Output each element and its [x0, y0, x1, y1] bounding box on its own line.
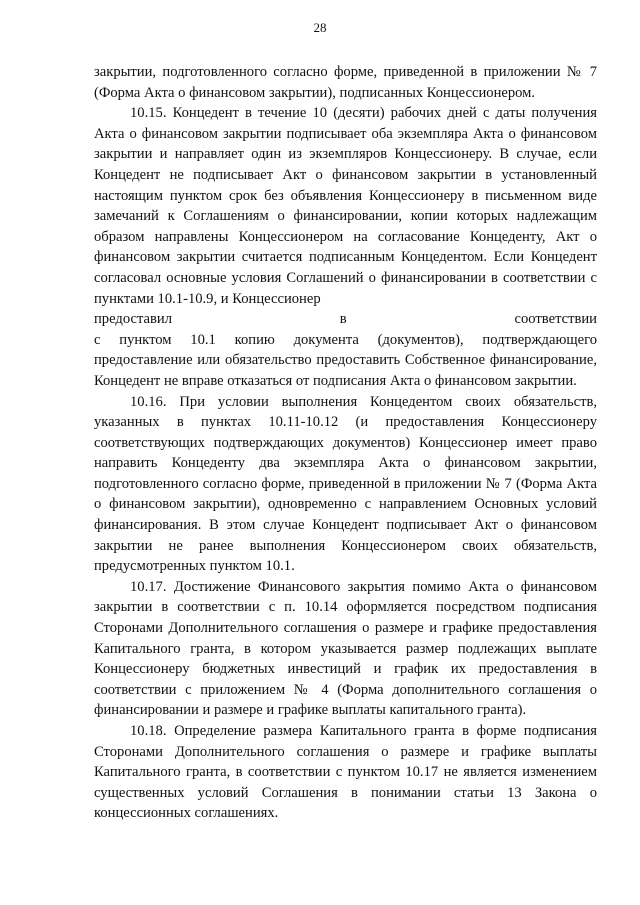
page-number: 28 — [313, 20, 327, 35]
paragraph-10-15: 10.15. Концедент в течение 10 (десяти) рабочих дней с даты получения Акта о финансовом закрытии подписывает оба экземпляра Акта о финансовом закрытии и направляет один из экземпляров Концессионеру. В случае, если Концедент не подписывает Акт о финансовом закрытии в установленный настоящим пунктом срок без объявления Концессионеру в письменном виде замечаний к Соглашениям о финансировании, копии которых надлежащим образом направлены Концессионером на согласование Концеденту, Акт о финансовом закрытии считается подписанным Концедентом. Если Концедент согласовал основные условия Соглашений о финансировании в соответствии с пунктами 10.1-10.9, и Концессионер — [94, 105, 597, 307]
paragraph-10-18: 10.18. Определение размера Капитального гранта в форме подписания Сторонами Дополнительного соглашения о размере и графике выплаты Капитального гранта, в соответствии с пунктом 10.17 не является изменением существенных условий Соглашения в понимании статьи 13 Закона о концессионных соглашениях. — [94, 723, 597, 822]
paragraph-10-16: 10.16. При условии выполнения Концедентом своих обязательств, указанных в пунктах 10.11-10.12 (и предоставления Концессионеру соответствующих подтверждающих документов) Концессионер имеет право направить Концеденту два экземпляра Акта о финансовом закрытии, подготовленного согласно форме, приведенной в приложении № 7 (Форма Акта о финансовом закрытии), одновременно с направлением Основных условий финансирования. В этом случае Концедент подписывает Акт о финансовом закрытии не ранее выполнения Концессионером своих обязательств, предусмотренных пунктом 10.1. — [94, 393, 597, 575]
paragraph-continuation: закрытии, подготовленного согласно форме, приведенной в приложении № 7 (Форма Акта о финансовом закрытии), подписанных Концессионером. — [94, 64, 597, 101]
paragraph-10-15-tail: с пунктом 10.1 копию документа (документов), подтверждающего предоставление или обязательство предоставить Собственное финансирование, Концедент не вправе отказаться от подписания Акта о финансовом закрытии. — [94, 331, 597, 389]
paragraph-10-17: 10.17. Достижение Финансового закрытия помимо Акта о финансовом закрытии в соответствии с п. 10.14 оформляется посредством подписания Сторонами Дополнительного соглашения о размере и графике предоставления Капитального гранта, в котором указывается размер подлежащих выплате Концессионеру бюджетных инвестиций и график их предоставления в соответствии с приложением № 4 (Форма дополнительного соглашения о финансировании и размере и графике выплаты капитального гранта). — [94, 578, 597, 719]
paragraph-10-15-spread-line: предоставил в соответствии — [94, 311, 597, 328]
document-body — [94, 62, 597, 824]
